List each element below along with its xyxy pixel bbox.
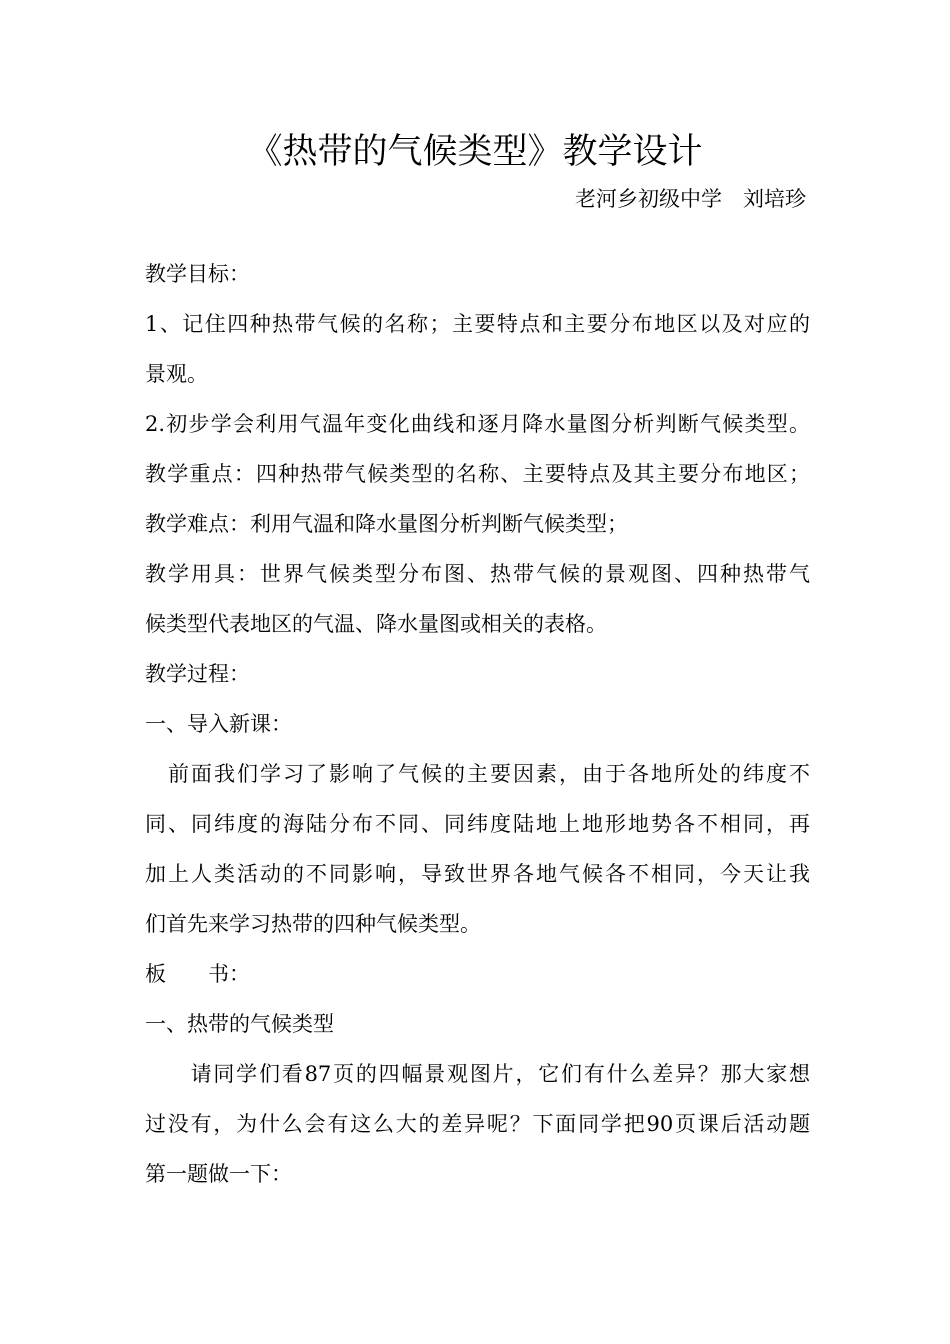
teaching-difficulty: 教学难点：利用气温和降水量图分析判断气候类型； — [145, 512, 628, 536]
intro-paragraph-line-3: 加上人类活动的不同影响，导致世界各地气候各不相同，今天让我 — [145, 862, 810, 886]
teaching-tools-continued: 候类型代表地区的气温、降水量图或相关的表格。 — [145, 612, 607, 636]
heading-blackboard: 板 书： — [145, 962, 250, 986]
intro-paragraph-line-2: 同、同纬度的海陆分布不同、同纬度陆地上地形地势各不相同，再 — [145, 812, 810, 836]
activity-paragraph-line-1: 请同学们看87页的四幅景观图片，它们有什么差异？那大家想 — [145, 1062, 810, 1086]
heading-teaching-process: 教学过程： — [145, 662, 250, 686]
section-introduction: 一、导入新课： — [145, 712, 292, 736]
goal-line-2: 2.初步学会利用气温年变化曲线和逐月降水量图分析判断气候类型。 — [145, 412, 810, 436]
heading-teaching-goals: 教学目标： — [145, 262, 250, 286]
goal-line-1: 1、记住四种热带气候的名称；主要特点和主要分布地区以及对应的 — [145, 312, 810, 336]
teaching-focus: 教学重点：四种热带气候类型的名称、主要特点及其主要分布地区； — [145, 462, 810, 486]
section-tropical-climate-types: 一、热带的气候类型 — [145, 1012, 334, 1036]
teaching-tools: 教学用具：世界气候类型分布图、热带气候的景观图、四种热带气 — [145, 562, 810, 586]
document-title: 《热带的气候类型》教学设计 — [247, 132, 703, 172]
document-author: 老河乡初级中学 刘培珍 — [575, 187, 806, 211]
goal-line-1-continued: 景观。 — [145, 362, 208, 386]
activity-paragraph-line-3: 第一题做一下： — [145, 1162, 292, 1186]
activity-paragraph-line-2: 过没有，为什么会有这么大的差异呢？下面同学把90页课后活动题 — [145, 1112, 810, 1136]
intro-paragraph-line-4: 们首先来学习热带的四种气候类型。 — [145, 912, 481, 936]
intro-paragraph-line-1: 前面我们学习了影响了气候的主要因素，由于各地所处的纬度不 — [145, 762, 810, 786]
